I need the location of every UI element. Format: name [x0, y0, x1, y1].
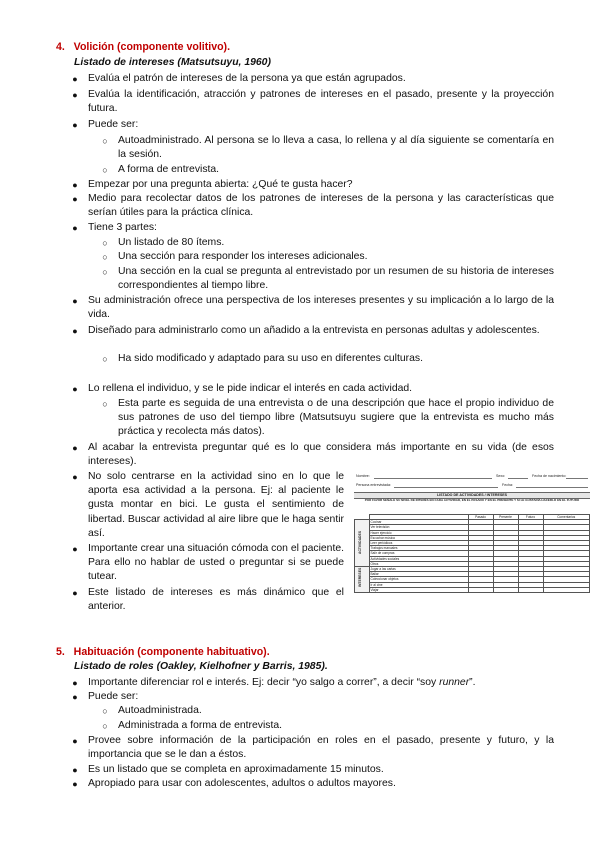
- table-cell: Escuchar música: [369, 535, 468, 540]
- form-underline: [566, 478, 588, 479]
- table-cell: Hacer ejercicio: [369, 530, 468, 535]
- list-item: Apropiado para usar con adolescentes, adultos o adultos mayores.: [88, 778, 396, 789]
- list-item: Lo rellena el individuo, y se le pide indicar el interés en cada actividad.: [88, 383, 413, 394]
- list-item: Evalúa el patrón de intereses de la persona ya que están agrupados.: [88, 73, 406, 84]
- bullet-icon: ●: [72, 296, 78, 306]
- list-item: Al acabar la entrevista preguntar qué es lo que considera más importante en su vida (de esos intereses).: [88, 442, 554, 468]
- list-item: Autoadministrado. Al persona se lo lleva a casa, lo rellena y al día siguiente se comentaría en la sesión.: [118, 135, 554, 161]
- bullet-icon: ●: [72, 544, 78, 554]
- table-cell: Cocinar: [369, 520, 468, 525]
- circle-bullet-icon: ○: [102, 165, 108, 175]
- form-underline: [394, 487, 498, 488]
- list-item-emphasis: runner: [439, 677, 470, 688]
- table-group-cell: [355, 567, 370, 593]
- table-cell: Ver televisión: [369, 525, 468, 530]
- form-underline: [516, 487, 588, 488]
- table-header: Futuro: [518, 515, 543, 520]
- bullet-icon: ●: [72, 90, 78, 100]
- form-table: [354, 514, 590, 593]
- form-dob-label: Fecha de nacimiento:: [532, 474, 567, 478]
- section-4-subheading: Listado de intereses (Matsutsuyu, 1960): [74, 57, 271, 68]
- list-item: Una sección para responder los intereses adicionales.: [118, 251, 368, 262]
- list-item: Una sección en la cual se pregunta al entrevistado por un resumen de su historia de intereses correspondientes al tiempo libre.: [118, 266, 554, 292]
- form-sex-label: Sexo:: [496, 474, 506, 478]
- circle-bullet-icon: ○: [102, 721, 108, 731]
- list-item: Importante crear una situación cómoda con el paciente. Para ello no hablar de usted o preguntar si se puede tutear.: [88, 543, 344, 583]
- list-item-text: ”.: [469, 677, 476, 688]
- bullet-icon: ●: [72, 779, 78, 789]
- bullet-icon: ●: [72, 384, 78, 394]
- bullet-icon: ●: [72, 74, 78, 84]
- list-item-text: Importante diferenciar rol e interés. Ej: decir “yo salgo a correr”, a decir “soy: [88, 677, 440, 688]
- list-item: Un listado de 80 ítems.: [118, 237, 225, 248]
- bullet-icon: ●: [72, 692, 78, 702]
- table-cell: Actividades sociales: [369, 556, 468, 561]
- form-underline: [508, 478, 528, 479]
- bullet-icon: ●: [72, 180, 78, 190]
- table-header: Presente: [493, 515, 518, 520]
- form-underline: [374, 478, 492, 479]
- list-item: Esta parte es seguida de una entrevista o de una descripción que hace el propio individuo de sus patrones de uso del tiempo libre (Matsutsuyu sugiere que la entrevista es mucho más práctica y recolecta más datos).: [118, 398, 554, 438]
- bullet-icon: ●: [72, 678, 78, 688]
- form-person-label: Persona entrevistada:: [356, 483, 391, 487]
- circle-bullet-icon: ○: [102, 354, 108, 364]
- bullet-icon: ●: [72, 120, 78, 130]
- circle-bullet-icon: ○: [102, 267, 108, 277]
- list-item: Evalúa la identificación, atracción y patrones de intereses en el pasado, presente y la proyección futura.: [88, 89, 554, 115]
- list-item: No solo centrarse en la actividad sino en lo que le aporta esa actividad a la persona. Ej: al paciente le gusta montar en bici. Le gusta el sentimiento de libertad. Buscar actividad al aire libre que le haga sentir así.: [88, 471, 344, 539]
- form-instructions: POR FAVOR SEÑALE SU NIVEL DE INTERÉS EN CADA ACTIVIDAD, EN EL PASADO Y EN EL PRESENTE Y SI LE GUSTARÍA HACERLO EN EL FUTURO: [364, 498, 580, 502]
- bullet-icon: ●: [72, 443, 78, 453]
- form-name-label: Nombre:: [356, 474, 370, 478]
- form-group1-label: ACTIVIDADES: [358, 531, 362, 555]
- section-4-heading: 4. Volición (componente volitivo).: [56, 41, 231, 53]
- interest-checklist-form-image: [354, 474, 590, 594]
- form-date-label: Fecha:: [502, 483, 513, 487]
- bullet-icon: ●: [72, 472, 78, 482]
- bullet-icon: ●: [72, 736, 78, 746]
- table-row: [355, 587, 590, 592]
- list-item: Medio para recolectar datos de los patrones de intereses de la persona y las características que serían útiles para la práctica clínica.: [88, 193, 554, 219]
- form-title: LISTADO DE ACTIVIDADES / INTERESES: [354, 492, 590, 499]
- list-item: Autoadministrada.: [118, 705, 202, 716]
- list-item: A forma de entrevista.: [118, 164, 220, 175]
- table-group-cell: [355, 520, 370, 567]
- table-header: Comentarios: [543, 515, 590, 520]
- table-cell: Viajar: [369, 587, 468, 592]
- form-group2-label: INTERESES: [358, 567, 362, 588]
- table-cell: Jugar a las cartas: [369, 567, 468, 572]
- table-cell: Coleccionar objetos: [369, 577, 468, 582]
- circle-bullet-icon: ○: [102, 238, 108, 248]
- section-5-heading: 5. Habituación (componente habituativo).: [56, 646, 270, 658]
- bullet-icon: ●: [72, 588, 78, 598]
- bullet-icon: ●: [72, 326, 78, 336]
- bullet-icon: ●: [72, 194, 78, 204]
- circle-bullet-icon: ○: [102, 136, 108, 146]
- circle-bullet-icon: ○: [102, 706, 108, 716]
- bullet-icon: ●: [72, 765, 78, 775]
- list-item: [88, 676, 554, 690]
- list-item: Puede ser:: [88, 691, 139, 702]
- table-cell: Ir al cine: [369, 582, 468, 587]
- table-cell: Otros: [369, 561, 468, 566]
- list-item: Administrada a forma de entrevista.: [118, 720, 283, 731]
- circle-bullet-icon: ○: [102, 252, 108, 262]
- list-item: Tiene 3 partes:: [88, 222, 157, 233]
- table-cell: Salir de compras: [369, 551, 468, 556]
- table-cell: Trabajos manuales: [369, 546, 468, 551]
- table-header: Pasado: [468, 515, 493, 520]
- list-item: Ha sido modificado y adaptado para su uso en diferentes culturas.: [118, 353, 423, 364]
- list-item: Empezar por una pregunta abierta: ¿Qué te gusta hacer?: [88, 179, 353, 190]
- list-item: Es un listado que se completa en aproximadamente 15 minutos.: [88, 764, 384, 775]
- list-item: Este listado de intereses es más dinámico que el anterior.: [88, 587, 344, 613]
- bullet-icon: ●: [72, 223, 78, 233]
- table-cell: Bailar: [369, 572, 468, 577]
- table-cell: Leer periódicos: [369, 541, 468, 546]
- list-item: Diseñado para administrarlo como un añadido a la entrevista en personas adultas y adolescentes.: [88, 325, 540, 336]
- section-5-subheading: Listado de roles (Oakley, Kielhofner y Barris, 1985).: [74, 661, 328, 672]
- list-item: Su administración ofrece una perspectiva de los intereses presentes y su implicación a lo largo de la vida.: [88, 295, 554, 321]
- list-item: Provee sobre información de la participación en roles en el pasado, presente y futuro, y la importancia que se le dan a éstos.: [88, 735, 554, 761]
- list-item: Puede ser:: [88, 119, 139, 130]
- circle-bullet-icon: ○: [102, 399, 108, 409]
